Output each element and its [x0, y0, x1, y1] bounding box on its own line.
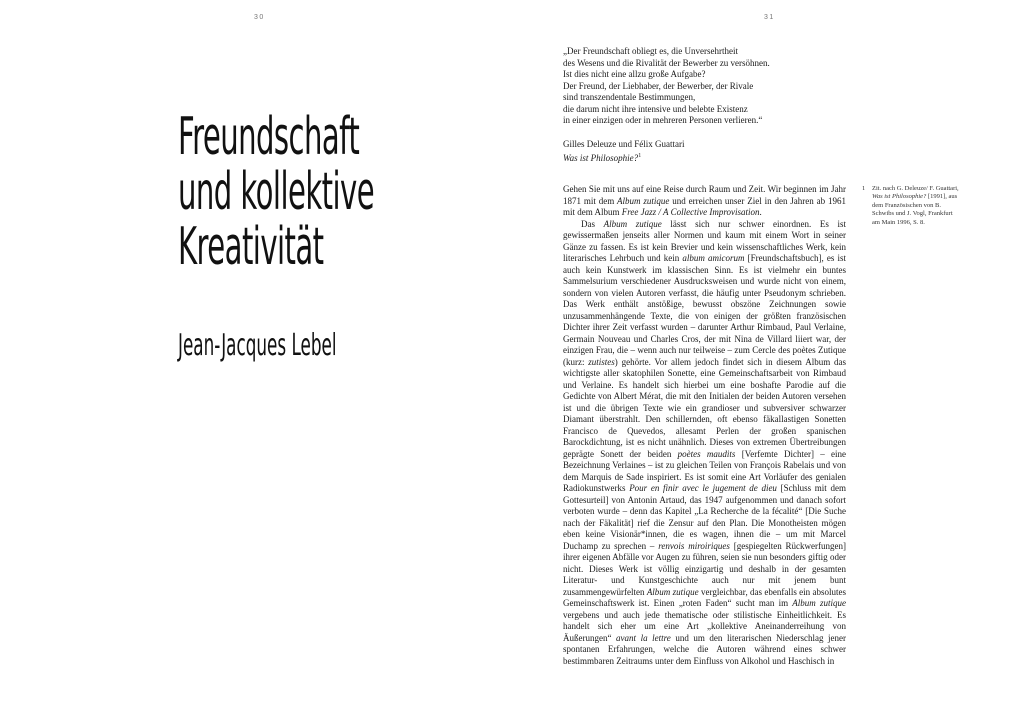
quote-line: Ist dies nicht eine allzu große Aufgabe?	[563, 69, 706, 79]
footnote	[862, 185, 962, 227]
text-run: und um den literarischen Niederschlag jener spontanen Erfahrungen, welche die Autoren während eines schwer bestimmbaren Zeitraums unter dem Einfluss von Alkohol und Haschisch in	[563, 632, 846, 666]
text-run: [gespiegelten Rückwerfungen] ihrer eigenen Abfälle vor Augen zu führen, seien sie nun besonders giftig oder nicht. Dieses Werk ist völlig einzigartig und deshalb in der gesamten Literatur- und Kunstgeschichte auch nur mit jenem bunt zusammengewürfelten	[563, 540, 846, 597]
quote-line: sind transzendentale Bestimmungen,	[563, 92, 696, 102]
quote-line: in einer einzigen oder in mehreren Personen verlieren.“	[563, 115, 763, 125]
text-run-italic: avant la lettre	[616, 632, 671, 643]
text-run-italic: zutistes	[588, 356, 615, 367]
text-run-italic: Free Jazz / A Collective Improvisation	[621, 207, 760, 217]
epigraph-attribution	[563, 139, 684, 164]
quote-line: des Wesens und die Rivalität der Bewerber zu versöhnen.	[563, 57, 770, 68]
text-run: Das	[581, 218, 604, 229]
text-run: [1991], aus dem Französischen von B. Schwibs und J. Vogl, Frankfurt am Main 1996, S. 8.	[872, 193, 958, 226]
chapter-title	[178, 107, 375, 277]
text-run: lässt sich nur schwer einordnen. Es ist gewissermaßen jenseits aller Normen und kaum mit einem Wort in seiner Gänze zu fassen. Es ist kein Brevier und kein wissenschaftliches Werk, kein literarisches Lehrbuch und kein	[563, 218, 846, 263]
left-page-number: 30	[254, 14, 265, 21]
chapter-author: Jean-Jacques Lebel	[178, 328, 337, 363]
paragraph-2	[563, 219, 846, 668]
text-run: vergebens und auch jede thematische oder stilistische Einheitlichkeit. Es handelt sich eher um eine Art „kollektive Aneinanderreihung von Äußerungen“	[563, 609, 846, 643]
quote-line: „Der Freundschaft obliegt es, die Unversehrtheit	[563, 46, 738, 56]
text-run: ) gehörte. Vor allem jedoch findet sich in diesem Album das wichtigste aller skatophilen Sonette, eine Gemeinschaftsarbeit von Rimbaud und Verlaine. Es handelt sich hierbei um eine boshafte Parodie auf die Gedichte von Albert Mérat, die mit den Initialen der beiden Autoren versehen ist und die übrigen Texte wie ein grandioser und subversiver schwarzer Diamant überstrahlt. Den schillernden, oft ebenso fäkallastigen Sonetten Francisco de Quevedos, allesamt Perlen der großen spanischen Barockdichtung, ist es nicht unähnlich. Dieses von extremen Übertreibungen geprägte Sonett der beiden	[563, 356, 846, 459]
text-run: vergleichbar, das ebenfalls ein absolutes Gemeinschaftswerk ist. Einen „roten Faden“ sucht man im	[563, 586, 847, 608]
text-run-italic: renvois miroiriques	[658, 540, 730, 551]
footnote-reference[interactable]: 1	[638, 152, 642, 159]
footnote-text	[872, 185, 962, 227]
text-run: [Freundschaftsbuch], es ist auch kein Kunstwerk im klassischen Sinn. Es ist vielmehr ein buntes Sammelsurium verschiedener Ausdrucksweisen und wurde nicht von einem, sondern von vielen Autoren verfasst, die häufig unter Pseudonym schrieben. Das Werk enthält anstößige, bewusst obszöne Zeichnungen sowie unzusammenhängende Texte, die von einigen der größten französischen Dichter ihrer Zeit verfasst wurden – darunter Arthur Rimbaud, Paul Verlaine, Germain Nouveau und Charles Cros, der mit Nina de Villard liiert war, der einzigen Frau, die – wenn auch nur teilweise – zum Cercle des poètes Zutique (kurz:	[563, 253, 846, 367]
paragraph-1	[563, 184, 846, 219]
text-run: .	[759, 207, 762, 217]
quote-line: die darum nicht ihre intensive und belebte Existenz	[563, 103, 748, 114]
footnote-number: 1	[862, 185, 866, 192]
right-page-number: 31	[764, 14, 775, 21]
epigraph-quote	[563, 46, 823, 127]
text-run: Gehen Sie mit uns auf eine Reise durch Raum und Zeit. Wir beginnen im Jahr 1871 mit dem	[563, 184, 846, 206]
text-run-italic: Album zutique	[603, 218, 662, 229]
text-run-italic: Album zutique	[646, 586, 699, 597]
body-text	[563, 184, 846, 667]
text-run-italic: Pour en finir avec le jugement de dieu	[629, 483, 777, 493]
text-run: und erreichen unser Ziel in den Jahren ab 1961 mit dem Album	[563, 195, 846, 217]
text-run-italic: Album zutique	[617, 195, 670, 206]
text-run-italic: Was ist Philosophie?	[872, 193, 927, 201]
text-run: [Schluss mit dem Gottesurteil] von Antonin Artaud, das 1947 aufgenommen und danach sofort verboten wurde – denn das Kapitel „La Recherche de la fécalité“ [Die Suche nach der Fäkalität] rief die Zensur auf den Plan. Die Monotheisten mögen eben keine Visionär*innen, die es wagen, ihnen die – um mit Marcel Duchamp zu sprechen –	[563, 483, 846, 551]
attribution-work-line	[563, 151, 684, 165]
title-line-1: Freundschaft	[178, 107, 360, 167]
text-run-italic: Album zutique	[792, 598, 846, 608]
quote-line: Der Freund, der Liebhaber, der Bewerber, der Rivale	[563, 80, 754, 91]
title-line-3: Kreativität	[178, 217, 324, 277]
text-run: [Verfemte Dichter] – eine Bezeichnung Verlaines – ist zu gleichen Teilen von François Rabelais und von dem Marquis de Sade inspiriert. Es ist somit eine Art Vorläufer des genialen Radiokunstwerks	[563, 448, 847, 493]
attribution-authors: Gilles Deleuze und Félix Guattari	[563, 139, 685, 149]
attribution-work: Was ist Philosophie?	[563, 152, 639, 163]
title-line-2: und kollektive	[178, 162, 375, 222]
text-run-italic: album amicorum	[682, 253, 745, 263]
text-run-italic: poètes maudits	[677, 448, 736, 459]
text-run: Zit. nach G. Deleuze/ F. Guattari,	[872, 185, 959, 192]
